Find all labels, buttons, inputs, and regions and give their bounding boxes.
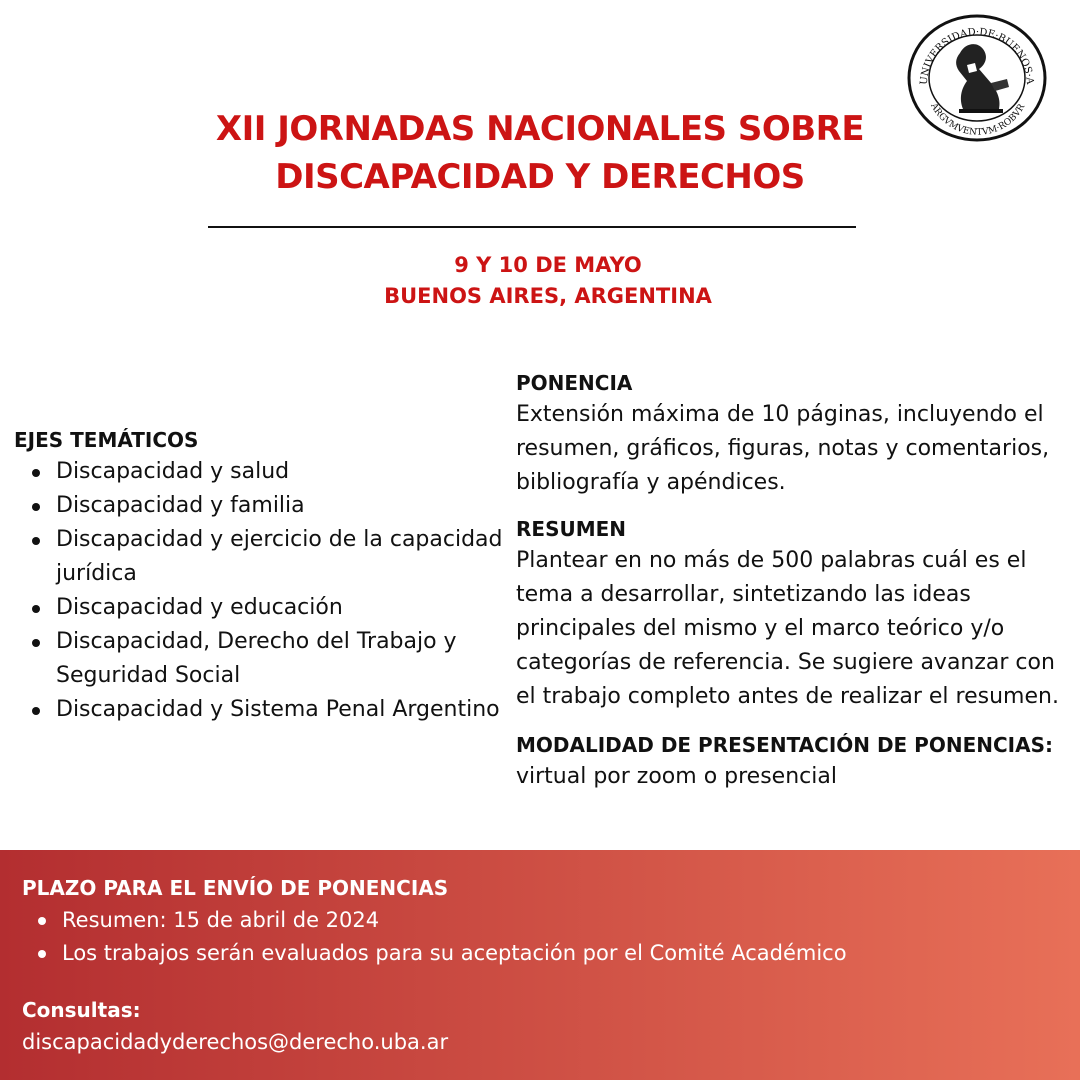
- ejes-item-text: Discapacidad, Derecho del Trabajo y Seguridad Social: [56, 629, 457, 688]
- ejes-section: [14, 425, 504, 727]
- plazo-item: [22, 904, 1062, 937]
- ejes-item-text: Discapacidad y familia: [56, 493, 305, 518]
- modalidad-title: MODALIDAD DE PRESENTACIÓN DE PONENCIAS:: [516, 733, 1053, 757]
- seal-top-text: UNIVERSIDAD·DE·BUENOS·A: [918, 26, 1036, 86]
- ejes-item-text: Discapacidad y salud: [56, 459, 290, 484]
- plazo-title: PLAZO PARA EL ENVÍO DE PONENCIAS: [22, 876, 449, 900]
- ejes-item: [14, 455, 504, 489]
- consultas-label: Consultas:: [22, 998, 141, 1022]
- seal-bottom-text: ARGVMVENTVM·ROBVR: [928, 101, 1028, 138]
- deadline-footer: [0, 850, 1080, 1080]
- bullet-icon: [32, 537, 40, 545]
- resumen-title: RESUMEN: [516, 517, 627, 541]
- plazo-item: [22, 937, 1062, 970]
- ejes-item: [14, 693, 504, 727]
- bullet-icon: [32, 605, 40, 613]
- ejes-item-text: Discapacidad y Sistema Penal Argentino: [56, 697, 500, 722]
- ejes-item: [14, 489, 504, 523]
- plazo-item-text: Los trabajos serán evaluados para su aceptación por el Comité Académico: [62, 941, 847, 965]
- title-line-1: XII JORNADAS NACIONALES SOBRE: [215, 109, 865, 149]
- plazo-item-text: Resumen: 15 de abril de 2024: [62, 908, 380, 932]
- contact-email-link[interactable]: discapacidadyderechos@derecho.uba.ar: [22, 1030, 449, 1054]
- ejes-item: [14, 591, 504, 625]
- modalidad-text: virtual por zoom o presencial: [516, 764, 837, 789]
- bullet-icon: [32, 503, 40, 511]
- plazo-list: [22, 904, 1062, 970]
- ponencia-text: Extensión máxima de 10 páginas, incluyendo el resumen, gráficos, figuras, notas y comentarios, bibliografía y apéndices.: [516, 402, 1050, 495]
- ejes-item: [14, 523, 504, 591]
- ejes-item-text: Discapacidad y educación: [56, 595, 343, 620]
- bullet-icon: [32, 707, 40, 715]
- title-line-2: DISCAPACIDAD Y DERECHOS: [275, 157, 805, 197]
- ejes-item: [14, 625, 504, 693]
- event-location: BUENOS AIRES, ARGENTINA: [384, 284, 712, 308]
- bullet-icon: [32, 639, 40, 647]
- ejes-item-text: Discapacidad y ejercicio de la capacidad jurídica: [56, 527, 503, 586]
- title-divider: [208, 226, 856, 228]
- bullet-icon: [38, 917, 46, 925]
- event-date: 9 Y 10 DE MAYO: [454, 253, 642, 277]
- ponencia-title: PONENCIA: [516, 371, 633, 395]
- resumen-text: Plantear en no más de 500 palabras cuál es el tema a desarrollar, sintetizando las ideas principales del mismo y el marco teórico y/o categorías de referencia. Se sugiere avanzar con el trabajo completo antes de realizar el resumen.: [516, 548, 1059, 709]
- event-title: [140, 105, 940, 201]
- event-date-location: [260, 250, 836, 312]
- bullet-icon: [32, 469, 40, 477]
- ejes-list: [14, 455, 504, 727]
- details-column: [516, 368, 1072, 794]
- ejes-title: EJES TEMÁTICOS: [14, 428, 199, 452]
- bullet-icon: [38, 950, 46, 958]
